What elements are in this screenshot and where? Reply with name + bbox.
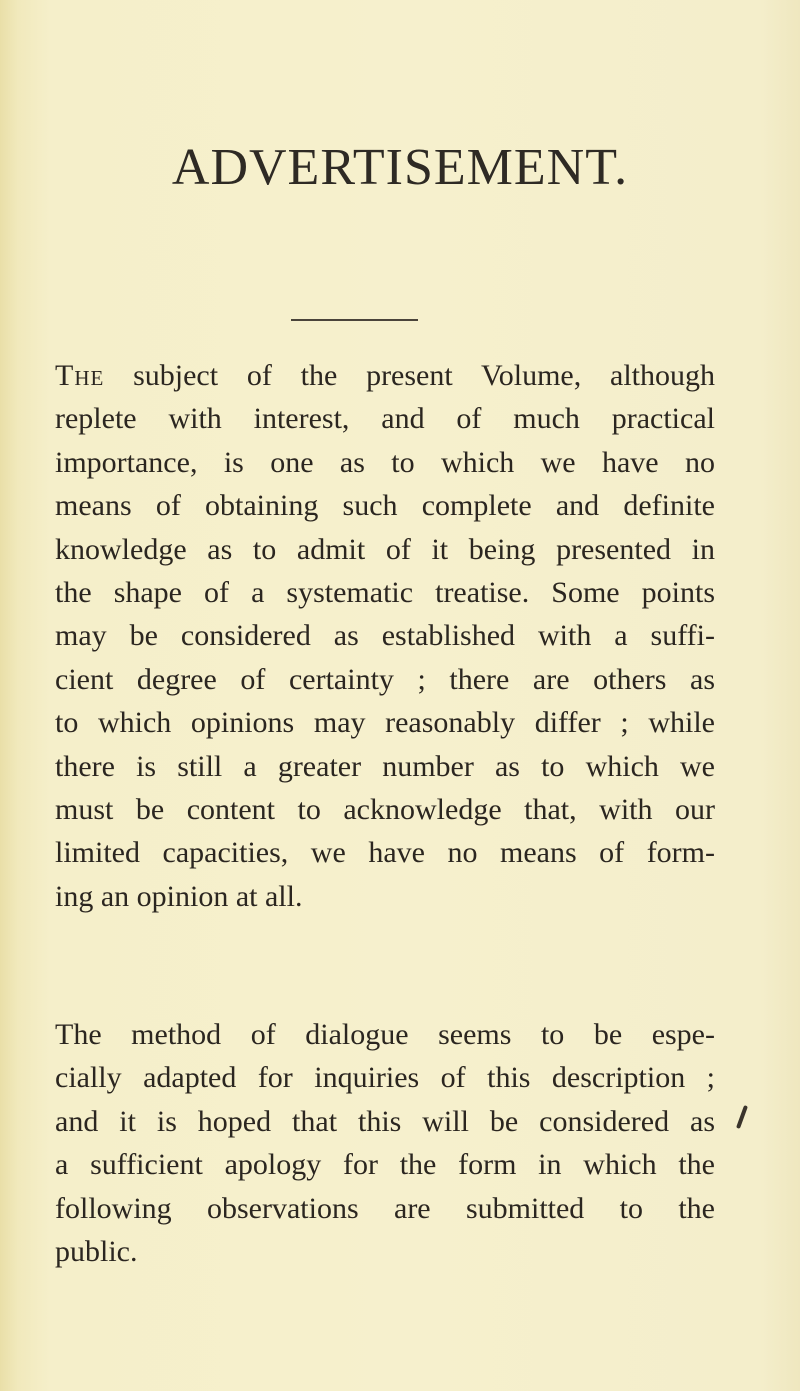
text-line: must be content to acknowledge that, with our <box>55 793 715 827</box>
text-line: there is still a greater number as to which we <box>55 749 715 783</box>
text-line: to which opinions may reasonably differ ; while <box>55 706 715 740</box>
text-line: following observations are submitted to the <box>55 1191 715 1225</box>
text-line: a sufficient apology for the form in which the <box>55 1148 715 1182</box>
text-line: cially adapted for inquiries of this description ; <box>55 1061 715 1095</box>
text-line: means of obtaining such complete and definite <box>55 489 715 523</box>
text-line: replete with interest, and of much practical <box>55 402 715 436</box>
page-title: ADVERTISEMENT. <box>171 139 629 196</box>
text-line: knowledge as to admit of it being presented in <box>55 532 715 566</box>
text-line: the shape of a systematic treatise. Some points <box>55 576 715 610</box>
text-line: public. <box>55 1235 138 1269</box>
text-line: limited capacities, we have no means of form- <box>55 836 715 870</box>
ink-mark <box>736 1105 748 1129</box>
paragraph-2 <box>55 1013 715 1273</box>
text-line: ing an opinion at all. <box>55 879 303 913</box>
paragraph-1 <box>55 354 715 918</box>
text-line: and it is hoped that this will be considered as <box>55 1104 715 1138</box>
lead-word: The <box>55 359 105 392</box>
text-line: cient degree of certainty ; there are others as <box>55 662 715 696</box>
text-line: may be considered as established with a suffi- <box>55 619 715 653</box>
text-line: The method of dialogue seems to be espe- <box>55 1018 715 1051</box>
text-line: The subject of the present Volume, although <box>55 359 715 392</box>
text-line: importance, is one as to which we have no <box>55 445 715 479</box>
title-divider <box>291 319 418 321</box>
